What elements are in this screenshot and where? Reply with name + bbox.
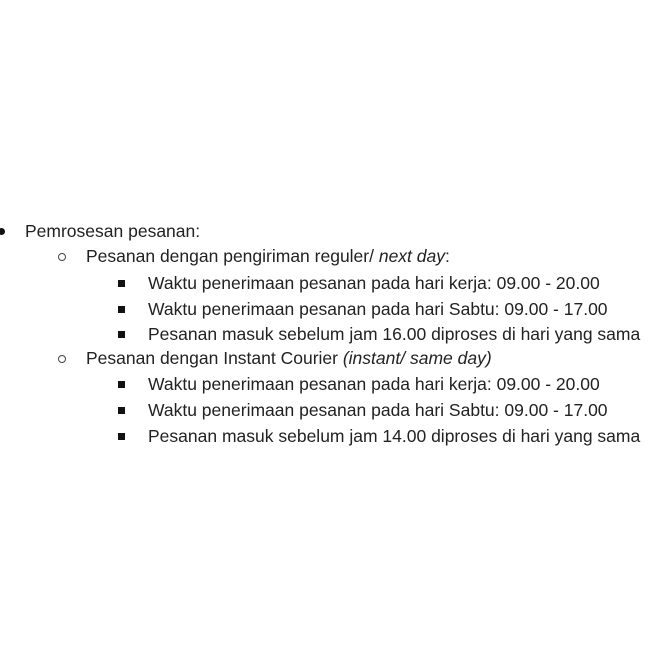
bullet-square-icon: [118, 381, 125, 388]
bullet-circle-icon: [58, 355, 66, 363]
bullet-square-icon: [118, 407, 125, 414]
bullet-square-icon: [118, 280, 125, 287]
bullet-square-icon: [118, 331, 125, 338]
bullet-circle-icon: [58, 253, 66, 261]
detail-text: Waktu penerimaan pesanan pada hari Sabtu: 09.00 - 17.00: [148, 299, 608, 319]
sublist-item-label: [86, 243, 450, 269]
sublist-label-text: Pesanan dengan Instant Courier: [86, 348, 343, 368]
sublist-label-italic: next day: [378, 246, 445, 266]
bullet-disc-icon: [0, 228, 5, 235]
bullet-square-icon: [118, 433, 125, 440]
sublist-label-suffix: :: [445, 246, 450, 266]
detail-text: Pesanan masuk sebelum jam 14.00 diproses di hari yang sama: [148, 426, 641, 446]
sublist-label-italic: (instant/ same day): [342, 348, 492, 368]
detail-text: Waktu penerimaan pesanan pada hari kerja: 09.00 - 20.00: [148, 374, 600, 394]
sublist-label-text: Pesanan dengan pengiriman reguler/: [86, 246, 379, 266]
list-item-label: Pemrosesan pesanan:: [25, 221, 201, 241]
detail-text: Waktu penerimaan pesanan pada hari Sabtu: 09.00 - 17.00: [148, 400, 608, 420]
detail-text: Pesanan masuk sebelum jam 16.00 diproses di hari yang sama: [148, 324, 641, 344]
bullet-square-icon: [118, 306, 125, 313]
detail-text: Waktu penerimaan pesanan pada hari kerja: 09.00 - 20.00: [148, 273, 600, 293]
sublist-item-label: [86, 345, 492, 371]
